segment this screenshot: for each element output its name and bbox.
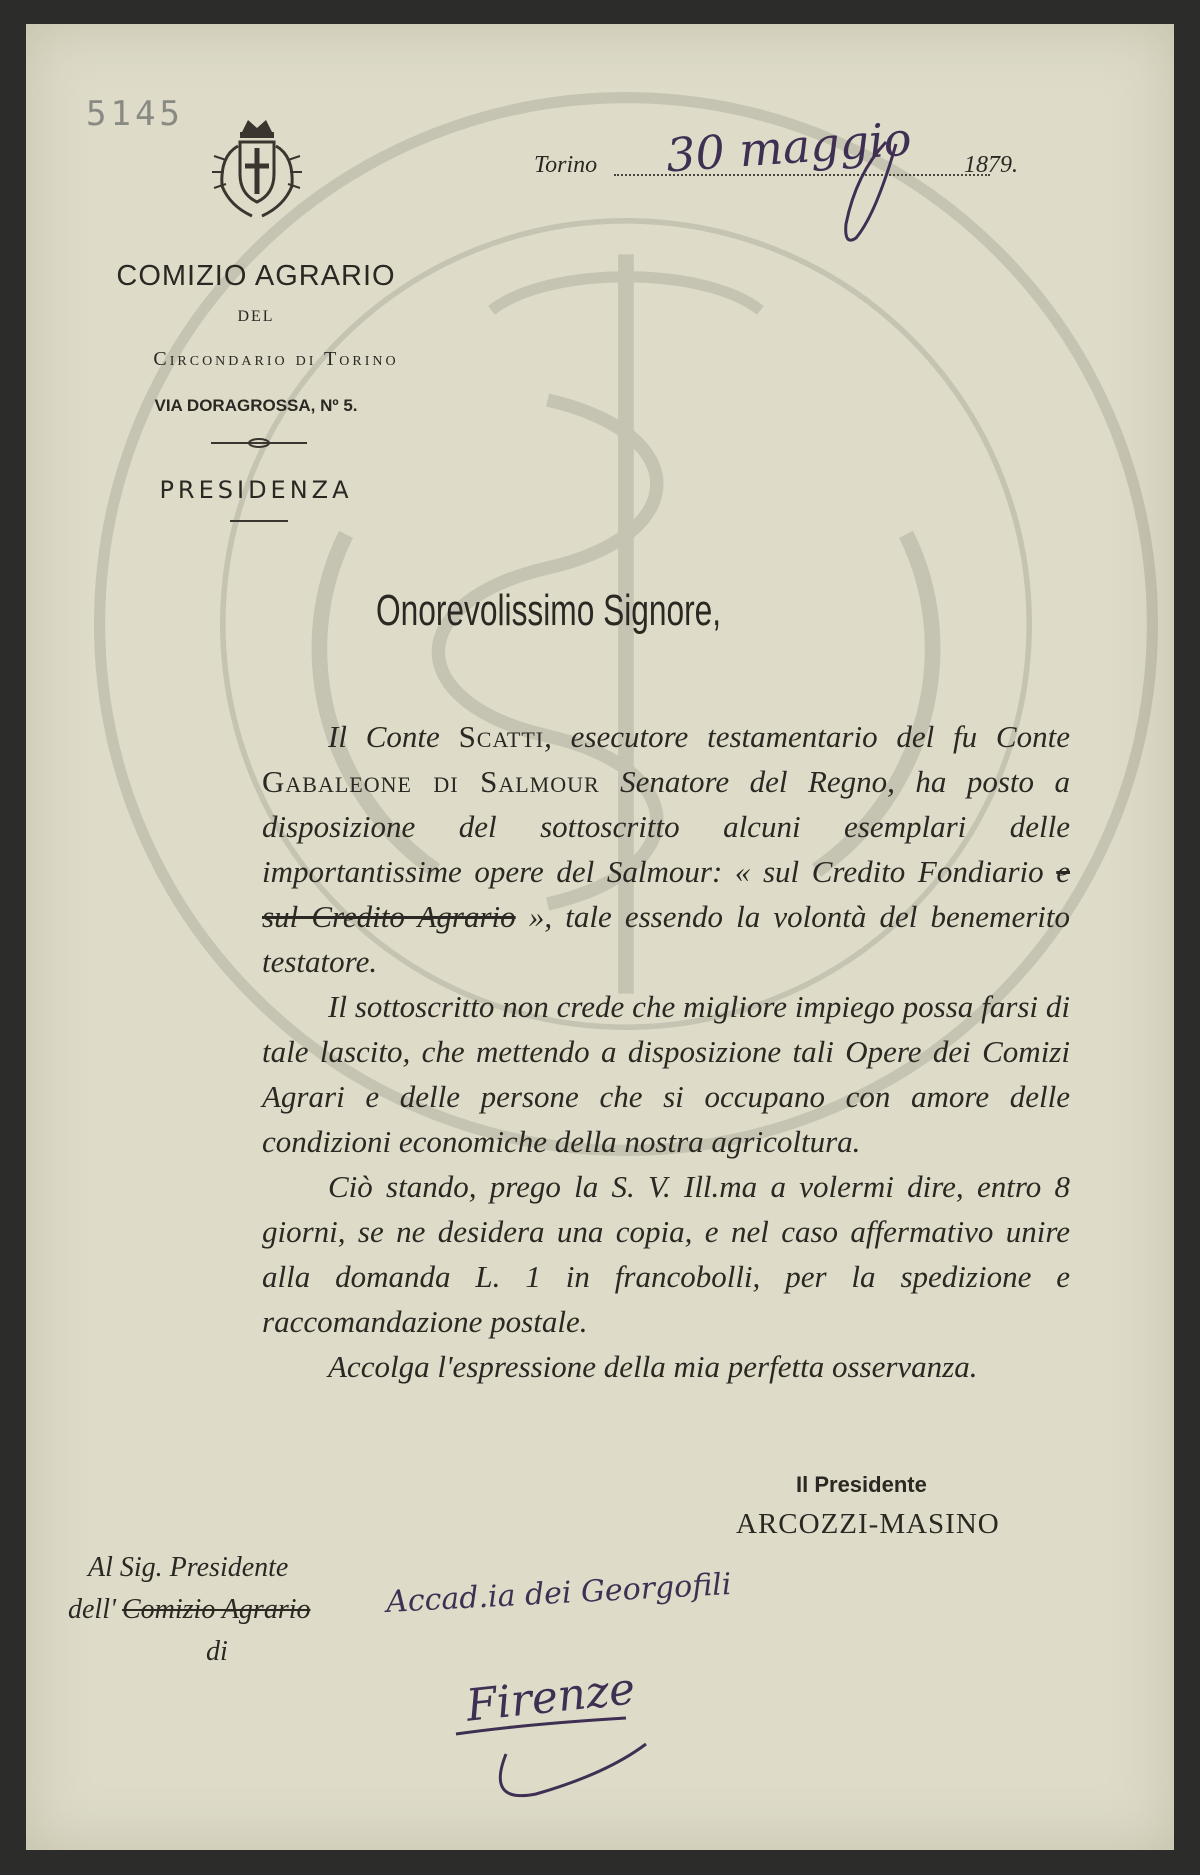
letter-body xyxy=(262,714,1070,1389)
dateline-year: 1879. xyxy=(964,152,1018,178)
addressee-line-2: dell' Comizio Agrario xyxy=(68,1594,311,1625)
organization-district: Circondario di Torino xyxy=(153,348,399,370)
handwriting-stroke-icon xyxy=(816,134,906,254)
paragraph-1: Il Conte Scatti, esecutore testamentario del fu Conte Gabaleone di Salmour Senatore del Regno, ha posto a disposizione del sottoscritto alcuni esemplari delle importantissime opere del Salmour: « sul Credito Fondiario e sul Credito Agrario », tale essendo la volontà del benemerito testatore. xyxy=(262,719,1070,979)
handwriting-flourish-icon xyxy=(446,1664,666,1814)
struck-text: e sul Credito Agrario xyxy=(262,854,1070,934)
protocol-number: 5145 xyxy=(86,94,184,134)
addressee-struck: Comizio Agrario xyxy=(121,1594,311,1625)
dateline-place: Torino xyxy=(534,152,598,178)
addressee-line-1: Al Sig. Presidente xyxy=(88,1552,289,1583)
paragraph-3: Ciò stando, prego la S. V. Ill.ma a volermi dire, entro 8 giorni, se ne desidera una copia, e nel caso affermativo unire alla domanda L. 1 in francobolli, per la spedizione e raccomandazione postale. xyxy=(262,1169,1070,1339)
salutation: Onorevolissimo Signore, xyxy=(376,586,722,635)
handwritten-date: 30 maggio xyxy=(664,111,914,183)
office-rule xyxy=(230,520,288,524)
organization-address: VIA DORAGROSSA, Nº 5. xyxy=(154,396,358,415)
handwritten-city: Firenze xyxy=(463,1663,638,1732)
savoy-crest-icon xyxy=(212,116,302,226)
signature-title: Il Presidente xyxy=(796,1472,927,1497)
letter-sheet xyxy=(26,24,1174,1850)
office-label: PRESIDENZA xyxy=(159,476,353,504)
signature-name: ARCOZZI-MASINO xyxy=(736,1508,1000,1540)
organization-name: COMIZIO AGRARIO xyxy=(116,260,396,292)
paragraph-2: Il sottoscritto non crede che migliore impiego possa farsi di tale lascito, che mettendo a disposizione tali Opere dei Comizi Agrari e delle persone che si occupano con amore delle condizioni economiche della nostra agricoltura. xyxy=(262,989,1070,1159)
name-scatti: Scatti xyxy=(458,719,545,754)
ornament-divider-icon xyxy=(211,436,307,450)
handwritten-addressee: Accad.ia dei Georgofili xyxy=(385,1566,733,1621)
addressee-line-3: di xyxy=(206,1636,228,1667)
organization-del: DEL xyxy=(237,308,275,325)
closing-line: Accolga l'espressione della mia perfetta osservanza. xyxy=(328,1349,978,1384)
name-gabaleone: Gabaleone di Salmour xyxy=(262,764,600,799)
